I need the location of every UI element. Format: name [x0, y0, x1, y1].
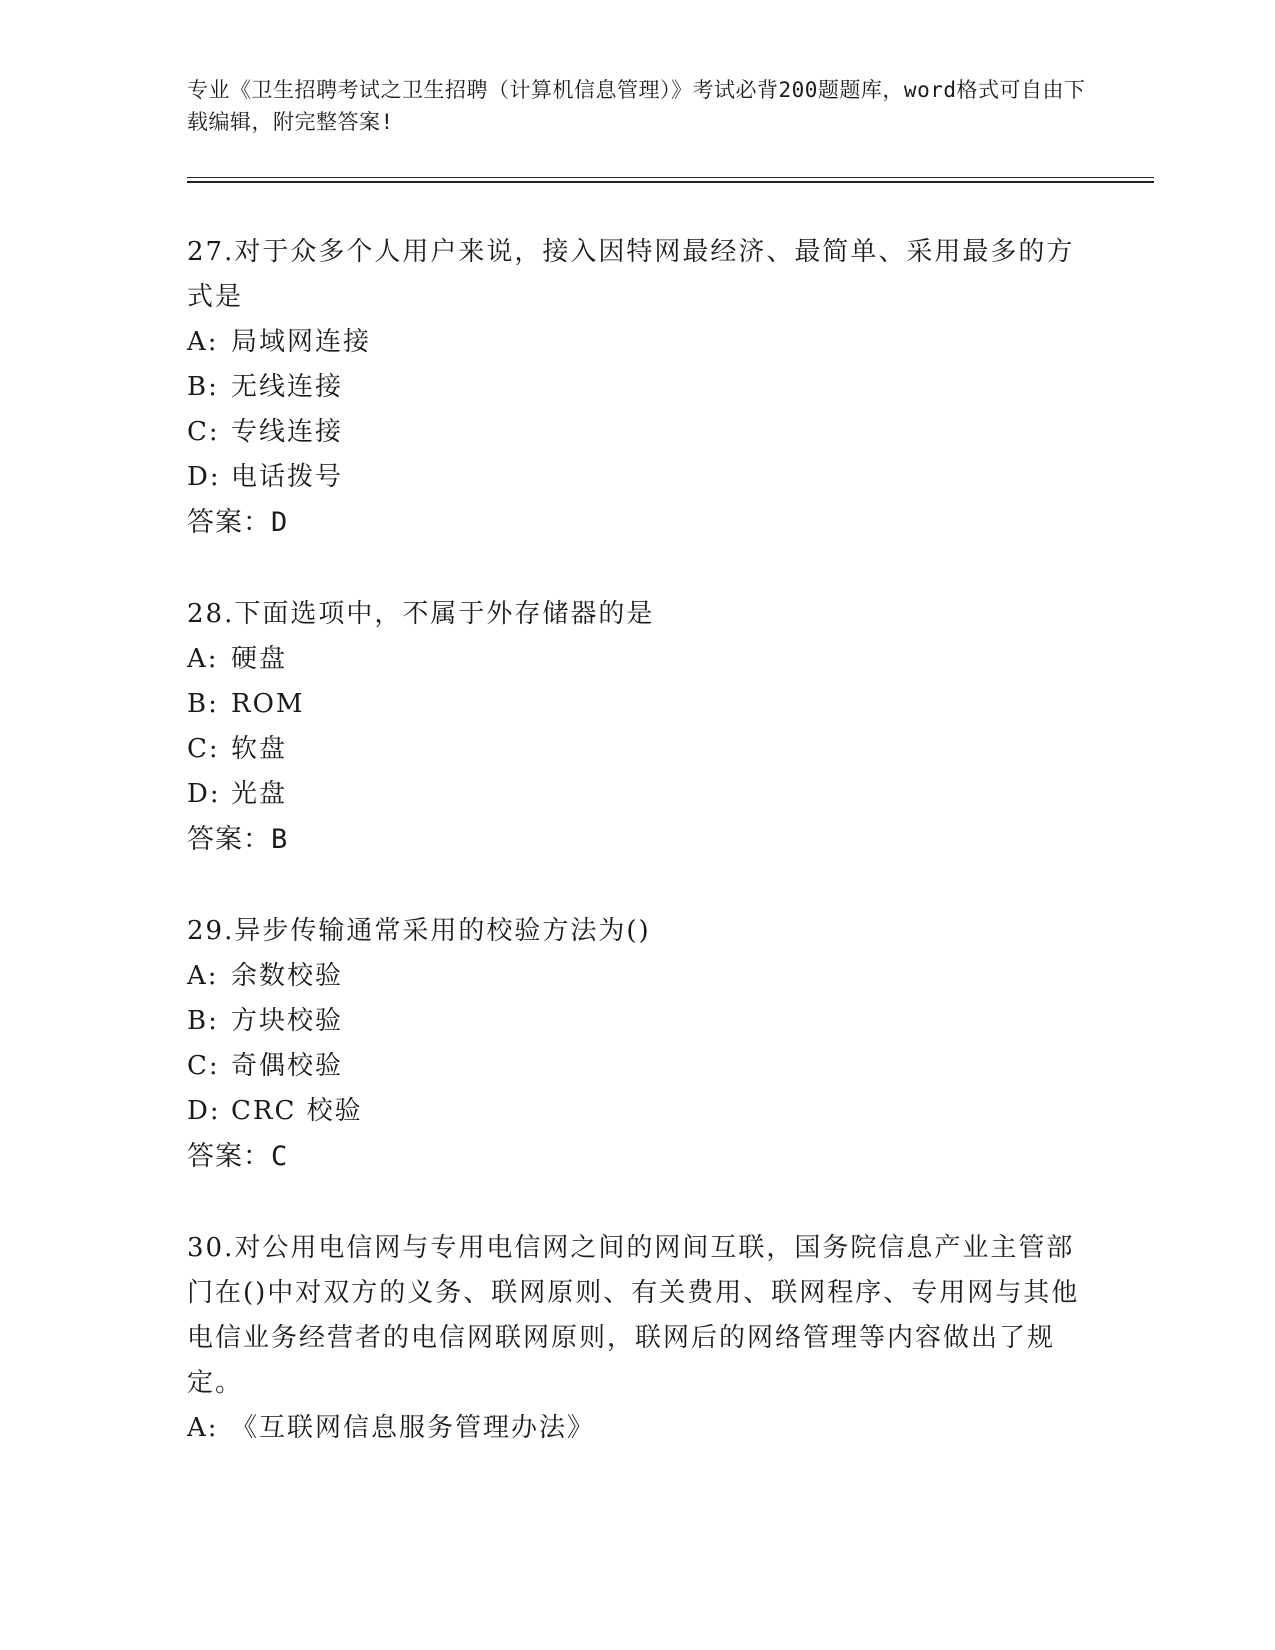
option-key: B: — [187, 1006, 219, 1036]
question-stem: 27.对于众多个人用户来说，接入因特网最经济、最简单、采用最多的方式是 — [187, 237, 1075, 312]
answer: 答案：D — [187, 507, 289, 538]
option-key: A: — [187, 961, 219, 991]
option-text: 硬盘 — [231, 644, 288, 674]
header-divider-thick — [187, 181, 1154, 183]
header-divider — [187, 177, 1154, 178]
option-c — [187, 410, 1087, 455]
option-key: C: — [187, 417, 220, 447]
document-header — [187, 74, 1087, 138]
question-stem: 29.异步传输通常采用的校验方法为() — [187, 916, 651, 946]
option-d — [187, 1089, 1087, 1134]
option-key: C: — [187, 1051, 220, 1081]
question-30 — [187, 1226, 1087, 1451]
option-text: 专线连接 — [231, 417, 344, 447]
option-key: D: — [187, 779, 221, 809]
question-stem: 28.下面选项中，不属于外存储器的是 — [187, 599, 655, 629]
option-a — [187, 1406, 1087, 1451]
option-text: ROM — [231, 689, 305, 719]
option-key: A: — [187, 1413, 219, 1443]
option-a — [187, 954, 1087, 999]
question-stem: 30.对公用电信网与专用电信网之间的网间互联，国务院信息产业主管部门在()中对双方的义务、联网原则、有关费用、联网程序、专用网与其他电信业务经营者的电信网联网原则，联网后的网络管理等内容做出了规定。 — [187, 1233, 1080, 1398]
option-key: B: — [187, 372, 219, 402]
option-text: 电话拨号 — [231, 462, 344, 492]
option-text: 光盘 — [231, 779, 288, 809]
option-a — [187, 320, 1087, 365]
option-d — [187, 772, 1087, 817]
option-text: 软盘 — [231, 734, 288, 764]
question-28 — [187, 592, 1087, 863]
option-text: 局域网连接 — [231, 327, 372, 357]
option-b — [187, 682, 1087, 727]
question-29 — [187, 909, 1087, 1180]
option-key: C: — [187, 734, 220, 764]
option-key: A: — [187, 327, 219, 357]
option-text: 余数校验 — [231, 961, 344, 991]
question-list — [187, 230, 1087, 1497]
header-text: 专业《卫生招聘考试之卫生招聘（计算机信息管理）》考试必背200题题库，word格式可自由下载编辑，附完整答案! — [187, 78, 1086, 134]
answer: 答案：C — [187, 1141, 289, 1172]
question-27 — [187, 230, 1087, 546]
option-c — [187, 1044, 1087, 1089]
option-text: 奇偶校验 — [231, 1051, 344, 1081]
option-key: A: — [187, 644, 219, 674]
option-a — [187, 637, 1087, 682]
option-b — [187, 999, 1087, 1044]
answer: 答案：B — [187, 824, 289, 855]
option-key: D: — [187, 462, 221, 492]
option-text: 《互联网信息服务管理办法》 — [231, 1413, 596, 1443]
option-b — [187, 365, 1087, 410]
option-text: CRC 校验 — [231, 1096, 363, 1126]
option-c — [187, 727, 1087, 772]
option-key: D: — [187, 1096, 221, 1126]
option-d — [187, 455, 1087, 500]
option-key: B: — [187, 689, 219, 719]
option-text: 方块校验 — [231, 1006, 344, 1036]
option-text: 无线连接 — [231, 372, 344, 402]
